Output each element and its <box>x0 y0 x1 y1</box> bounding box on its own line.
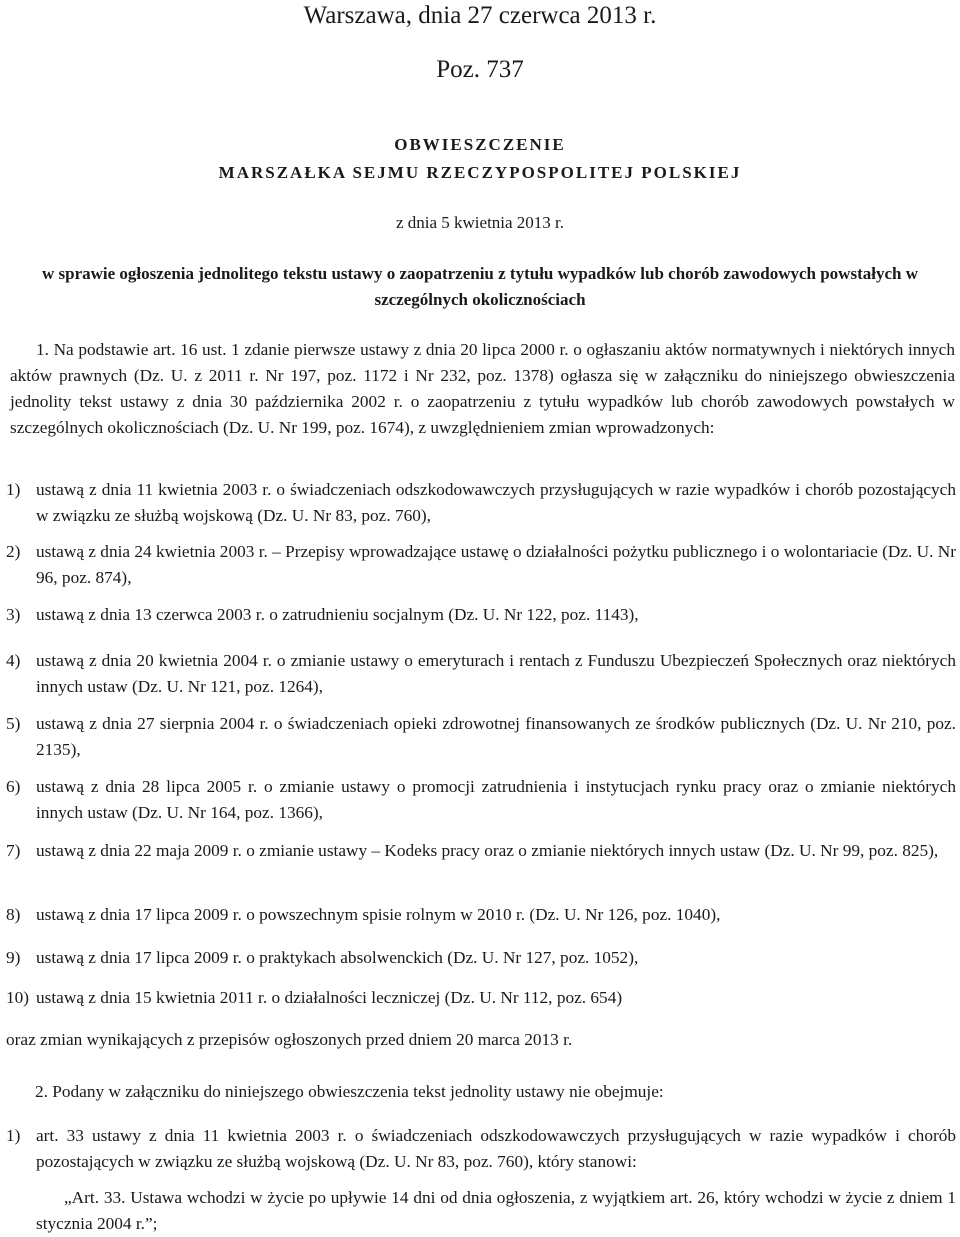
item-text: ustawą z dnia 13 czerwca 2003 r. o zatrudnieniu socjalnym (Dz. U. Nr 122, poz. 1143), <box>36 605 639 624</box>
item-text: ustawą z dnia 24 kwietnia 2003 r. – Przepisy wprowadzające ustawę o działalności pożytku publicznego i o wolontariacie (Dz. U. Nr 96, poz. 874), <box>36 542 956 587</box>
quoted-article: „Art. 33. Ustawa wchodzi w życie po upływie 14 dni od dnia ogłoszenia, z wyjątkiem art. 26, który wchodzi w życie z dniem 1 stycznia 2004 r.”; <box>36 1188 956 1233</box>
place-date: Warszawa, dnia 27 czerwca 2013 r. <box>303 2 657 29</box>
item-text: ustawą z dnia 20 kwietnia 2004 r. o zmianie ustawy o emeryturach i rentach z Funduszu Ubezpieczeń Społecznych oraz niektórych innych ustaw (Dz. U. Nr 121, poz. 1264), <box>36 651 956 696</box>
item-text: art. 33 ustawy z dnia 11 kwietnia 2003 r. o świadczeniach odszkodowawczych przysługujących w razie wypadków i chorób pozostających w związku ze służbą wojskową (Dz. U. Nr 83, poz. 760), który stanowi: <box>36 1126 956 1171</box>
issuer-title: MARSZAŁKA SEJMU RZECZYPOSPOLITEJ POLSKIEJ <box>218 163 742 182</box>
amendment-item <box>6 902 956 928</box>
document-title: OBWIESZCZENIE <box>394 135 566 154</box>
amendment-item <box>6 774 956 826</box>
item-number: 9) <box>6 948 21 967</box>
amendment-item <box>6 602 956 628</box>
item-text: ustawą z dnia 17 lipca 2009 r. o praktykach absolwenckich (Dz. U. Nr 127, poz. 1052), <box>36 948 639 967</box>
item-text: ustawą z dnia 15 kwietnia 2011 r. o działalności leczniczej (Dz. U. Nr 112, poz. 654) <box>36 988 623 1007</box>
item-number: 8) <box>6 905 21 924</box>
exclusion-item <box>6 1123 956 1175</box>
item-number: 3) <box>6 605 21 624</box>
item-number: 10) <box>6 988 30 1007</box>
paragraph-1: 1. Na podstawie art. 16 ust. 1 zdanie pierwsze ustawy z dnia 20 lipca 2000 r. o ogłaszaniu aktów normatywnych i niektórych innych aktów prawnych (Dz. U. z 2011 r. Nr 197, poz. 1172 i Nr 232, poz. 1378) ogłasza się w załączniku do niniejszego obwieszczenia jednolity tekst ustawy z dnia 30 października 2002 r. o zaopatrzeniu z tytułu wypadków lub chorób zawodowych powstałych w szczególnych okolicznościach (Dz. U. Nr 199, poz. 1674), z uwzględnieniem zmian wprowadzonych: <box>10 340 955 437</box>
amendment-item <box>6 985 956 1011</box>
amendment-item <box>6 648 956 700</box>
amendment-item <box>6 477 956 529</box>
closing-sentence: oraz zmian wynikających z przepisów ogłoszonych przed dniem 20 marca 2013 r. <box>6 1030 573 1049</box>
amendment-item <box>6 945 956 971</box>
item-number: 6) <box>6 777 21 796</box>
amendment-item <box>6 838 956 864</box>
item-text: ustawą z dnia 17 lipca 2009 r. o powszechnym spisie rolnym w 2010 r. (Dz. U. Nr 126, poz. 1040), <box>36 905 721 924</box>
item-number: 5) <box>6 714 21 733</box>
item-text: ustawą z dnia 27 sierpnia 2004 r. o świadczeniach opieki zdrowotnej finansowanych ze środków publicznych (Dz. U. Nr 210, poz. 2135), <box>36 714 956 759</box>
document-subject: w sprawie ogłoszenia jednolitego tekstu ustawy o zaopatrzeniu z tytułu wypadków lub chorób zawodowych powstałych w szczególnych okolicznościach <box>41 264 918 309</box>
item-number: 2) <box>6 542 21 561</box>
amendment-item <box>6 539 956 591</box>
item-number: 1) <box>6 1126 21 1145</box>
item-text: ustawą z dnia 28 lipca 2005 r. o zmianie ustawy o promocji zatrudnienia i instytucjach rynku pracy oraz o zmianie niektórych innych ustaw (Dz. U. Nr 164, poz. 1366), <box>36 777 956 822</box>
item-number: 7) <box>6 841 21 860</box>
paragraph-2: 2. Podany w załączniku do niniejszego obwieszczenia tekst jednolity ustawy nie obejmuje: <box>35 1082 664 1101</box>
amendment-item <box>6 711 956 763</box>
item-number: 4) <box>6 651 21 670</box>
item-number: 1) <box>6 480 21 499</box>
item-text: ustawą z dnia 22 maja 2009 r. o zmianie ustawy – Kodeks pracy oraz o zmianie niektórych innych ustaw (Dz. U. Nr 99, poz. 825), <box>36 841 939 860</box>
position-number: Poz. 737 <box>436 56 524 83</box>
item-text: ustawą z dnia 11 kwietnia 2003 r. o świadczeniach odszkodowawczych przysługujących w razie wypadków i chorób pozostających w związku ze służbą wojskową (Dz. U. Nr 83, poz. 760), <box>36 480 956 525</box>
document-date: z dnia 5 kwietnia 2013 r. <box>395 213 565 232</box>
